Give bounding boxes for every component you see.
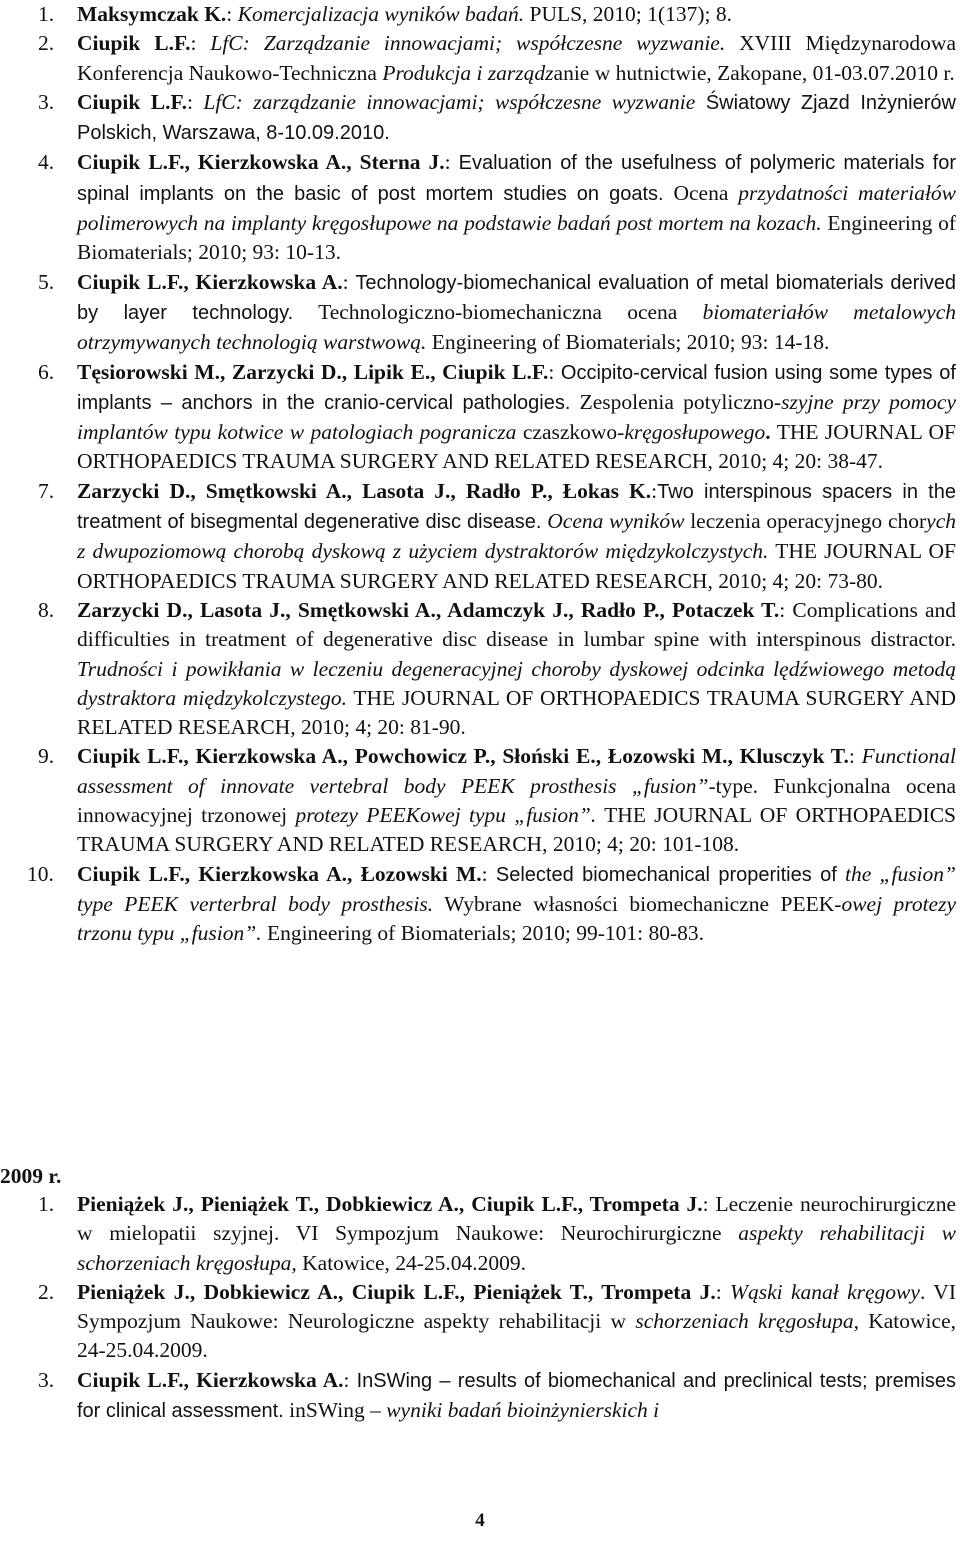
reference-text: THE JOURNAL OF ORTHOPAEDICS TRAUMA SURGERY AND RELATED RESEARCH, 2010; 4; 20: 101-108. xyxy=(77,803,956,857)
reference-entry xyxy=(10,88,956,149)
reference-authors: Pieniążek J., Dobkiewicz A., Ciupik L.F., Pieniążek T., Trompeta J. xyxy=(77,1279,716,1304)
reference-title-polish: the „fusion” type PEEK verterbral body prosthesis. xyxy=(77,861,956,916)
reference-authors: Ciupik L.F., Kierzkowska A., Łozowski M. xyxy=(77,861,482,886)
reference-authors: Ciupik L.F. xyxy=(77,31,191,56)
reference-title-polish: ych z dwupoziomową chorobą dyskową z użyciem dystraktorów międzykolczystych. xyxy=(77,509,957,564)
reference-authors: Ciupik L.F., Kierzkowska A., Powchowicz P., Słoński E., Łozowski M., Klusczyk T. xyxy=(77,744,849,769)
reference-text: Zespolenia potyliczno- xyxy=(570,389,782,414)
reference-authors: Pieniążek J., Pieniążek T., Dobkiewicz A., Ciupik L.F., Trompeta J. xyxy=(77,1192,703,1216)
reference-entry xyxy=(10,860,956,949)
reference-text: -type. Funkcjonalna ocena innowacyjnej trzonowej xyxy=(77,773,956,828)
reference-authors: Ciupik L.F., Kierzkowska A. xyxy=(77,269,343,294)
reference-entry xyxy=(10,1278,956,1366)
reference-number: 3. xyxy=(38,89,55,114)
reference-text: : xyxy=(848,744,862,769)
reference-text: : xyxy=(187,89,204,114)
reference-text xyxy=(837,862,845,886)
reference-number: 10. xyxy=(27,861,54,886)
reference-text: Katowice, 24-25.04.2009. xyxy=(296,1250,527,1275)
reference-title-polish: Ocena wyników xyxy=(547,509,685,534)
reference-title-polish: Produkcja i zarządz xyxy=(382,60,554,85)
reference-text: PULS, 2010; 1(137); 8. xyxy=(524,2,732,26)
reference-text: : xyxy=(444,150,459,175)
reference-authors: Maksymczak K. xyxy=(77,2,227,26)
reference-text: Engineering of Biomaterials; 2010; 93: 10-13. xyxy=(77,211,956,265)
page-number: 4 xyxy=(475,1510,485,1531)
reference-authors: Ciupik L.F., Kierzkowska A., Sterna J. xyxy=(77,150,445,175)
reference-text: Wybrane własności biomechaniczne PEEK- xyxy=(433,891,842,916)
reference-text: XVIII Międzynarodowa Konferencja Naukowo-Techniczna xyxy=(77,31,956,85)
reference-text: inSWing – xyxy=(283,1398,387,1423)
reference-number: 4. xyxy=(38,150,55,175)
reference-title-english: Two interspinous spacers in the treatment of bisegmental degenerative disc disease. xyxy=(77,480,956,534)
reference-title-polish: Wąski kanał kręgowy xyxy=(730,1279,920,1304)
reference-title-english: Occipito-cervical fusion using some types of implants – anchors in the cranio-cervical pathologies. xyxy=(77,361,956,414)
reference-title-polish: szyjne przy pomocy implantów typu kotwice w patologiach pogranicza xyxy=(77,389,956,445)
reference-title-polish: schorzeniach kręgosłupa, xyxy=(635,1309,859,1334)
reference-title-polish: LfC: Zarządzanie innowacjami; współczesne wyzwanie. xyxy=(210,31,726,56)
reference-text: leczenia operacyjnego chor xyxy=(684,509,927,534)
reference-number: 7. xyxy=(38,478,55,503)
references-2009-list xyxy=(10,1190,956,1426)
reference-entry xyxy=(10,148,956,267)
reference-number: 6. xyxy=(38,359,55,384)
reference-authors: Zarzycki D., Smętkowski A., Lasota J., Radło P., Łokas K. xyxy=(77,478,652,503)
reference-text: : xyxy=(715,1279,731,1304)
reference-text: . VI Sympozjum Naukowe: Neurologiczne aspekty rehabilitacji w xyxy=(77,1279,956,1334)
reference-text: THE JOURNAL OF ORTHOPAEDICS TRAUMA SURGERY AND RELATED RESEARCH, 2010; 4; 20: 81-90. xyxy=(77,685,956,740)
reference-text: : Leczenie neurochirurgiczne w mielopatii szyjnej. VI Sympozjum Naukowe: Neurochirurgiczne xyxy=(77,1192,956,1246)
reference-entry xyxy=(10,477,956,596)
reference-number: 9. xyxy=(38,744,55,769)
reference-title-polish: protezy PEEKowej typu „fusion”. xyxy=(295,803,597,828)
reference-title-polish: Komercjalizacja wyników badań. xyxy=(237,2,525,26)
reference-title-english: Selected biomechanical properities of xyxy=(495,863,837,886)
reference-title-polish: owej protezy trzonu typu „fusion”. xyxy=(77,891,956,946)
reference-title-polish: Functional assessment of innovate vertebral body PEEK prosthesis „fusion” xyxy=(77,744,956,798)
year-heading-2009: 2009 r. xyxy=(0,1164,62,1188)
reference-text: Katowice, 24-25.04.2009. xyxy=(77,1309,956,1363)
reference-text: Engineering of Biomaterials; 2010; 99-101: 80-83. xyxy=(261,921,705,946)
reference-entry xyxy=(10,1366,956,1427)
references-2010-list xyxy=(10,0,956,949)
reference-title-polish: aspekty rehabilitacji w schorzeniach kręgosłupa, xyxy=(77,1221,956,1275)
reference-text: : xyxy=(190,31,211,56)
reference-entry xyxy=(10,358,956,477)
reference-text: : xyxy=(548,359,561,384)
reference-text: Engineering of Biomaterials; 2010; 93: 14-18. xyxy=(426,330,830,355)
reference-entry xyxy=(10,1190,956,1278)
reference-title-polish: przydatności materiałów polimerowych na implanty kręgosłupowe na podstawie badań post mortem na kozach. xyxy=(77,180,957,236)
reference-authors: . xyxy=(765,420,771,445)
reference-entry xyxy=(10,742,956,859)
reference-number: 2. xyxy=(38,1279,55,1304)
reference-title-english: Światowy Zjazd Inżynierów Polskich, Warszawa, 8-10.09.2010. xyxy=(77,91,956,145)
reference-authors: Zarzycki D., Lasota J., Smętkowski A., Adamczyk J., Radło P., Potaczek T. xyxy=(77,597,780,622)
reference-entry xyxy=(10,29,956,88)
reference-title-polish: wyniki badań bioinżynierskich i xyxy=(386,1398,660,1423)
reference-number: 1. xyxy=(38,2,55,26)
reference-text: THE JOURNAL OF ORTHOPAEDICS TRAUMA SURGERY AND RELATED RESEARCH, 2010; 4; 20: 38-47. xyxy=(77,420,956,474)
reference-authors: Ciupik L.F., Kierzkowska A. xyxy=(77,1367,344,1392)
reference-text: : xyxy=(481,861,496,886)
reference-number: 8. xyxy=(38,597,55,622)
reference-text: Technologiczno-biomechaniczna ocena xyxy=(293,299,703,324)
reference-number: 2. xyxy=(38,31,55,56)
reference-entry xyxy=(10,268,956,358)
reference-text: : Complications and difficulties in treatment of degenerative disc disease in lumbar spine with interspinous distractor. xyxy=(77,597,956,652)
reference-text: : xyxy=(343,1367,357,1392)
reference-number: 3. xyxy=(38,1367,55,1392)
reference-text: : xyxy=(342,269,356,294)
reference-entry xyxy=(10,596,956,742)
reference-title-polish: Trudności i powikłania w leczeniu degeneracyjnej choroby dyskowej odcinka lędźwiowego metodą dystraktora międzykolczystego. xyxy=(77,656,956,710)
reference-number: 5. xyxy=(38,269,55,294)
reference-title-polish: kręgosłupowego xyxy=(624,420,766,445)
reference-text: czaszkowo- xyxy=(516,420,625,445)
reference-title-english: Technology-biomechanical evaluation of metal biomaterials derived by layer technology. xyxy=(77,271,956,324)
reference-title-polish: LfC: zarządzanie innowacjami; współczesne wyzwanie xyxy=(203,89,696,114)
reference-title-english: Evaluation of the usefulness of polymeric materials for spinal implants on the basic of post mortem studies on goats. xyxy=(77,152,957,205)
reference-text: THE JOURNAL OF ORTHOPAEDICS TRAUMA SURGERY AND RELATED RESEARCH, 2010; 4; 20: 73-80. xyxy=(77,539,956,593)
reference-text: : xyxy=(226,2,238,26)
reference-text: Ocena xyxy=(663,180,739,205)
reference-title-english: InSWing – results of biomechanical and preclinical tests; premises for clinical assessment. xyxy=(77,1369,956,1423)
reference-entry xyxy=(10,0,956,29)
reference-authors: Tęsiorowski M., Zarzycki D., Lipik E., Ciupik L.F. xyxy=(77,359,549,384)
reference-title-polish: biomateriałów metalowych otrzymywanych technologią warstwową. xyxy=(77,299,956,355)
reference-text: : xyxy=(651,478,658,503)
reference-authors: Ciupik L.F. xyxy=(77,89,187,114)
reference-number: 1. xyxy=(38,1192,55,1216)
reference-text: anie w hutnictwie, Zakopane, 01-03.07.2010 r. xyxy=(553,60,955,85)
